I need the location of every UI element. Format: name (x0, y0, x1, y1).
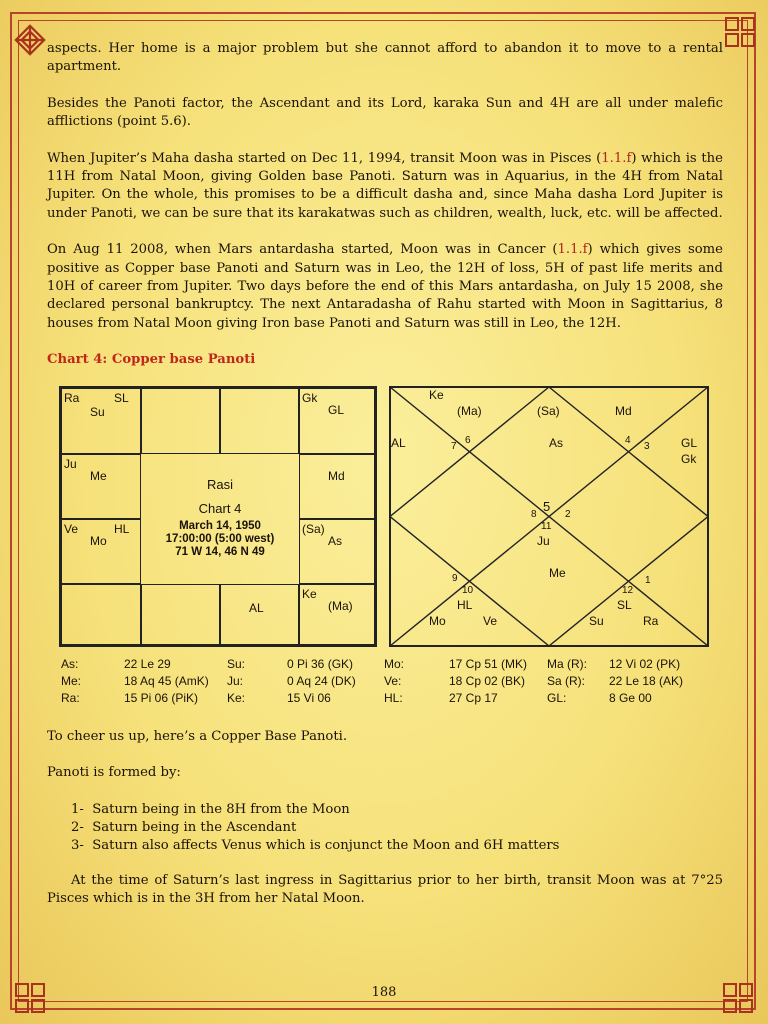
list-text: Saturn being in the 8H from the Moon (92, 801, 350, 817)
position-value: 18 Aq 45 (AmK) (124, 673, 209, 688)
position-value: 8 Ge 00 (609, 690, 652, 705)
position-label: Ve: (384, 673, 402, 688)
birth-time: 17:00:00 (5:00 west) (165, 532, 275, 545)
position-label: HL: (384, 690, 403, 705)
planet-label: GL (681, 435, 698, 450)
position-label: Ju: (227, 673, 244, 688)
house-number: 8 (531, 508, 537, 520)
planet-positions-table (47, 656, 723, 708)
text-span: ) which gives some positive as Copper base Panoti and Saturn was in Leo, the 12H of loss, 5H of past life merits and 10H of career from Jupiter. Two days before the end of this Mars antardasha, on July 15 2008, she declared personal bankruptcy. The next Antaradasha of Rahu started with Moon in Sagittarius, 8 houses from Natal Moon giving Iron base Panoti and Saturn was still in Leo, the 12H. (47, 242, 723, 331)
list-item (71, 801, 723, 819)
planet-label: Su (90, 404, 105, 419)
text-span: ) which is the 11H from Natal Moon, giving Golden base Panoti. Saturn was in Aquarius, in the 4H from Natal Jupiter. On the whole, this promises to be a difficult dasha and, since Maha dasha Lord Jupiter is under Panoti, we can be sure that its karakatwas such as children, wealth, luck, etc. will be affected. (47, 150, 723, 221)
position-label: Sa (R): (547, 673, 586, 688)
planet-label: SL (114, 390, 129, 405)
planet-label: Gk (681, 451, 697, 466)
corner-knot-icon (722, 14, 758, 50)
house-number: 2 (565, 508, 571, 520)
paragraph-jupiter-dasha (47, 150, 723, 224)
house-taurus (220, 388, 299, 454)
list-text: Saturn being in the Ascendant (92, 819, 297, 835)
list-item (71, 837, 723, 855)
house-number: 7 (451, 440, 457, 452)
chart-lines (389, 386, 709, 647)
reference-link[interactable]: 1.1.f (557, 242, 588, 258)
house-virgo (299, 584, 375, 645)
planet-label: SL (617, 597, 632, 612)
text-span: On Aug 11 2008, when Mars antardasha started, Moon was in Cancer ( (47, 242, 558, 258)
planet-label: Me (549, 565, 566, 580)
position-value: 17 Cp 51 (MK) (449, 656, 528, 671)
house-number: 9 (452, 572, 458, 584)
house-pisces (61, 388, 141, 454)
planet-label: Ve (64, 521, 79, 536)
house-leo (299, 519, 375, 584)
position-value: 12 Vi 02 (PK) (609, 656, 681, 671)
house-number: 11 (541, 520, 552, 532)
rasi-title: Rasi (206, 476, 233, 492)
position-label: Ma (R): (547, 656, 587, 671)
planet-label: GL (328, 402, 345, 417)
house-sagittarius (61, 584, 141, 645)
planet-label: (Sa) (537, 403, 560, 418)
house-libra (220, 584, 299, 645)
list-item (71, 819, 723, 837)
house-gemini (299, 388, 375, 454)
planet-label: Ju (537, 533, 550, 548)
planet-label: Md (328, 468, 345, 483)
paragraph-cheer-up: To cheer us up, here’s a Copper Base Panoti. (47, 728, 348, 744)
position-value: 22 Le 29 (124, 656, 171, 671)
text-span: When Jupiter’s Maha dasha started on Dec 11, 1994, transit Moon was in Pisces ( (47, 150, 602, 166)
planet-label: HL (114, 521, 130, 536)
list-text: Saturn also affects Venus which is conjunct the Moon and 6H matters (92, 838, 560, 854)
planet-label: (Ma) (457, 403, 482, 418)
conditions-list (47, 801, 723, 856)
position-value: 22 Le 18 (AK) (609, 673, 684, 688)
planet-label: Ke (302, 586, 317, 601)
position-label: GL: (547, 690, 567, 705)
planet-label: AL (391, 435, 406, 450)
planet-label: HL (457, 597, 473, 612)
planet-label: Md (615, 403, 632, 418)
house-number: 6 (465, 434, 471, 446)
planet-label: Mo (429, 613, 446, 628)
page-content (47, 40, 723, 927)
paragraph-formed-by: Panoti is formed by: (47, 765, 181, 781)
position-value: 15 Vi 06 (287, 690, 331, 705)
planet-label: Ra (64, 390, 80, 405)
position-value: 0 Aq 24 (DK) (287, 673, 356, 688)
planet-label: AL (249, 600, 264, 615)
rasi-chart-number: Chart 4 (198, 500, 242, 516)
chart-heading: Chart 4: Copper base Panoti (47, 352, 256, 368)
position-value: 0 Pi 36 (GK) (287, 656, 354, 671)
reference-link[interactable]: 1.1.f (601, 150, 632, 166)
position-label: Ke: (227, 690, 246, 705)
house-aries (141, 388, 220, 454)
rasi-center-info (141, 454, 299, 584)
house-capricorn (61, 519, 141, 584)
house-scorpio (141, 584, 220, 645)
list-number: 3- (71, 838, 84, 854)
position-label: As: (61, 656, 79, 671)
north-indian-chart (389, 386, 709, 647)
house-number: 4 (625, 434, 631, 446)
paragraph-afflictions: Besides the Panoti factor, the Ascendant and its Lord, karaka Sun and 4H are all under malefic afflictions (point 5.6). (47, 95, 723, 130)
position-label: Me: (61, 673, 82, 688)
position-value: 18 Cp 02 (BK) (449, 673, 526, 688)
planet-label: Mo (90, 533, 107, 548)
list-number: 1- (71, 801, 84, 817)
planet-label: Ra (643, 613, 659, 628)
house-number: 12 (622, 584, 634, 596)
paragraph-saturn-ingress: At the time of Saturn’s last ingress in Sagittarius prior to her birth, transit Moon was at 7°25 Pisces which is in the 3H from her Natal Moon. (47, 872, 723, 907)
planet-label: Me (90, 468, 107, 483)
list-number: 2- (71, 819, 84, 835)
birth-date: March 14, 1950 (179, 519, 261, 532)
position-label: Mo: (384, 656, 405, 671)
page-number: 188 (371, 985, 397, 1000)
planet-label: As (549, 435, 564, 450)
rasi-chart (59, 386, 377, 647)
planet-label: As (328, 533, 343, 548)
house-number: 1 (645, 574, 651, 586)
planet-label: Ke (429, 387, 444, 402)
house-aquarius (61, 454, 141, 519)
house-number: 5 (543, 498, 551, 514)
endless-knot-icon (12, 22, 48, 58)
house-cancer (299, 454, 375, 519)
position-label: Ra: (61, 690, 80, 705)
paragraph-aspects: aspects. Her home is a major problem but she cannot afford to abandon it to move to a rental apartment. (47, 41, 723, 75)
charts-area (47, 386, 723, 648)
planet-label: Su (589, 613, 604, 628)
position-value: 27 Cp 17 (449, 690, 498, 705)
position-value: 15 Pi 06 (PiK) (124, 690, 199, 705)
birth-coordinates: 71 W 14, 46 N 49 (175, 545, 265, 558)
planet-label: Ve (483, 613, 498, 628)
planet-label: Ju (64, 456, 77, 471)
house-number: 10 (462, 584, 474, 596)
planet-label: (Sa) (302, 521, 325, 536)
planet-label: Gk (302, 390, 318, 405)
paragraph-mars-antardasha (47, 241, 723, 333)
house-number: 3 (644, 440, 650, 452)
planet-label: (Ma) (328, 598, 353, 613)
position-label: Su: (227, 656, 246, 671)
